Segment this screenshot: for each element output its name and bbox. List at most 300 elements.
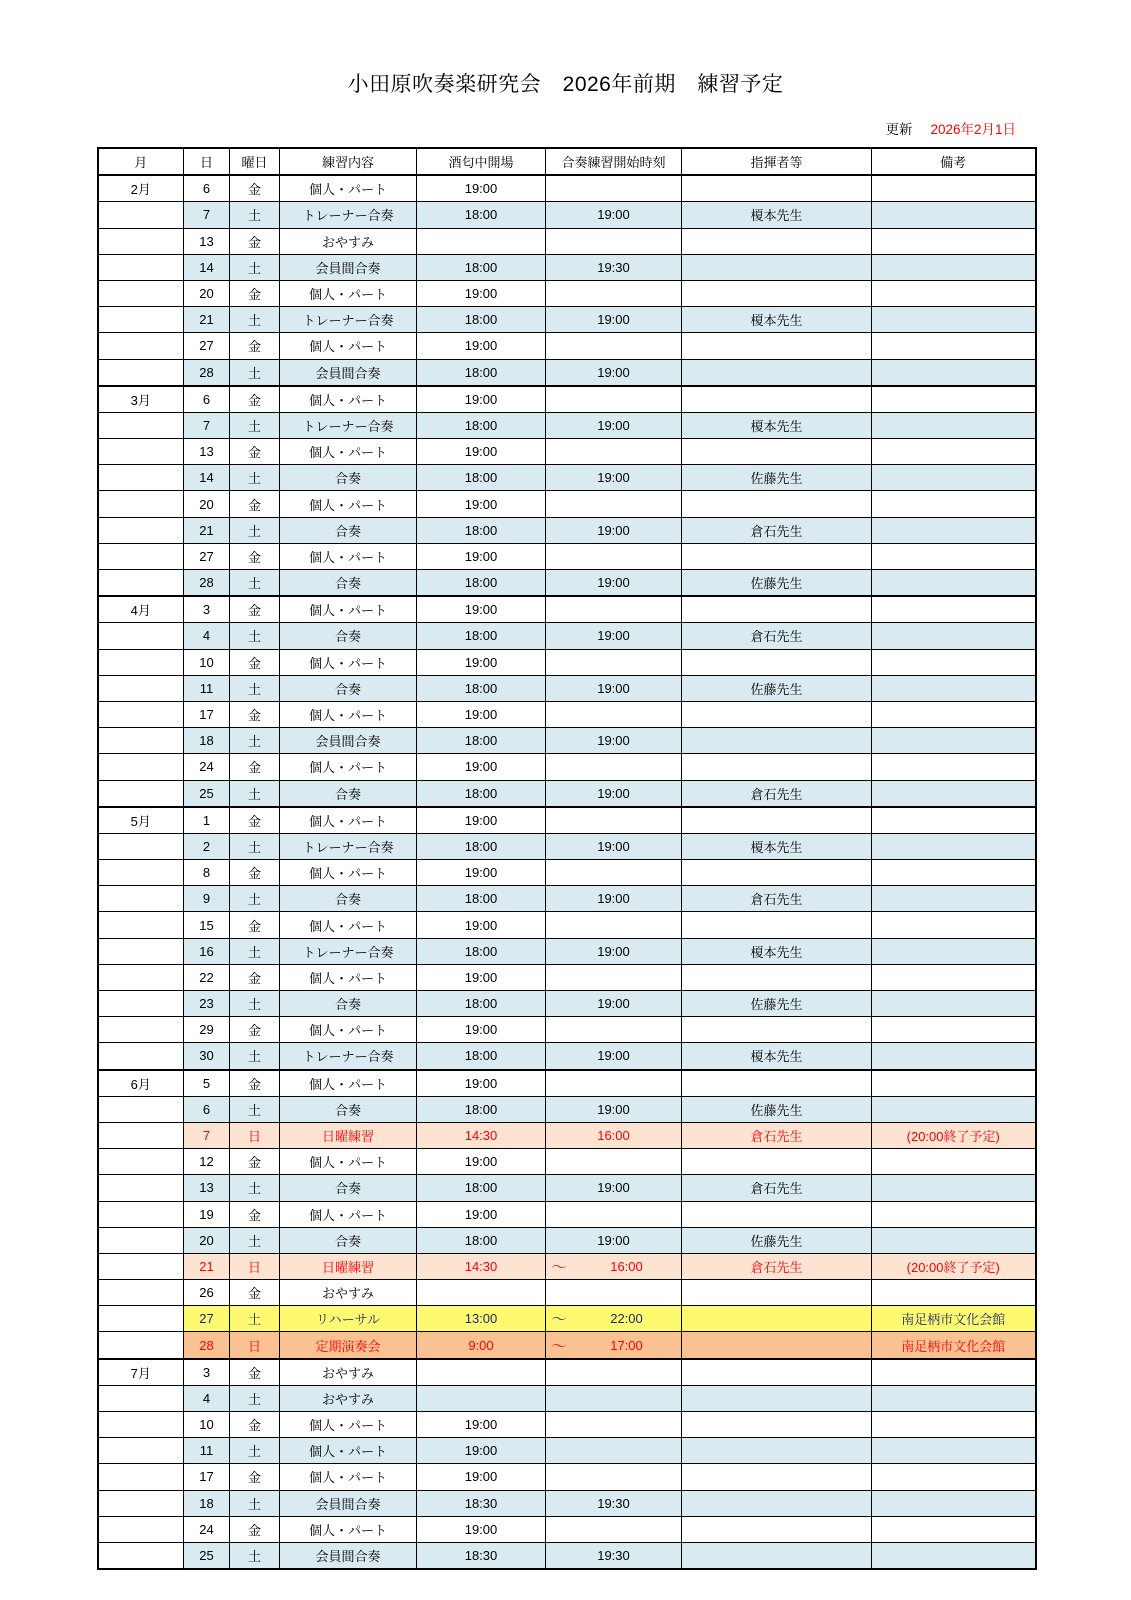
cell-remarks <box>872 649 1036 675</box>
cell-practice-content: 定期演奏会 <box>280 1332 417 1359</box>
cell-open-time: 18:00 <box>417 465 546 491</box>
table-row <box>98 386 1036 413</box>
cell-start-time: 19:00 <box>546 938 682 964</box>
cell-practice-content: 個人・パート <box>280 964 417 990</box>
table-row <box>98 1490 1036 1516</box>
cell-open-time: 18:00 <box>417 886 546 912</box>
table-row <box>98 439 1036 465</box>
cell-conductor: 佐藤先生 <box>682 1227 872 1253</box>
cell-open-time: 18:00 <box>417 570 546 597</box>
cell-start-time: 19:00 <box>546 886 682 912</box>
cell-remarks <box>872 1542 1036 1569</box>
table-row <box>98 1149 1036 1175</box>
cell-conductor: 倉石先生 <box>682 1253 872 1279</box>
cell-open-time: 19:00 <box>417 860 546 886</box>
cell-conductor <box>682 701 872 727</box>
month-spacer <box>98 728 184 754</box>
cell-start-time: 19:00 <box>546 833 682 859</box>
cell-conductor: 榎本先生 <box>682 412 872 438</box>
table-row <box>98 491 1036 517</box>
cell-start-time: 19:00 <box>546 307 682 333</box>
cell-weekday: 土 <box>230 412 280 438</box>
cell-practice-content: おやすみ <box>280 1385 417 1411</box>
cell-remarks <box>872 491 1036 517</box>
month-spacer <box>98 254 184 280</box>
cell-remarks <box>872 675 1036 701</box>
cell-conductor: 佐藤先生 <box>682 465 872 491</box>
cell-practice-content: 個人・パート <box>280 912 417 938</box>
cell-weekday: 金 <box>230 649 280 675</box>
cell-open-time: 19:00 <box>417 701 546 727</box>
cell-remarks <box>872 307 1036 333</box>
month-spacer <box>98 754 184 780</box>
cell-remarks <box>872 1096 1036 1122</box>
cell-practice-content: 合奏 <box>280 570 417 597</box>
table-row <box>98 623 1036 649</box>
cell-day: 11 <box>184 1438 230 1464</box>
cell-remarks <box>872 728 1036 754</box>
cell-conductor <box>682 1280 872 1306</box>
cell-conductor: 榎本先生 <box>682 938 872 964</box>
table-row <box>98 1359 1036 1386</box>
cell-weekday: 土 <box>230 1043 280 1070</box>
cell-weekday: 土 <box>230 517 280 543</box>
cell-conductor <box>682 1542 872 1569</box>
cell-day: 8 <box>184 860 230 886</box>
month-spacer <box>98 623 184 649</box>
cell-open-time: 18:00 <box>417 1227 546 1253</box>
cell-weekday: 金 <box>230 228 280 254</box>
schedule-table-wrap <box>97 147 1035 1570</box>
cell-open-time: 19:00 <box>417 807 546 834</box>
month-spacer <box>98 938 184 964</box>
table-row <box>98 307 1036 333</box>
table-row <box>98 728 1036 754</box>
cell-open-time <box>417 1385 546 1411</box>
month-spacer <box>98 491 184 517</box>
cell-day: 11 <box>184 675 230 701</box>
cell-weekday: 金 <box>230 1201 280 1227</box>
cell-remarks <box>872 860 1036 886</box>
month-spacer <box>98 780 184 807</box>
cell-practice-content: 日曜練習 <box>280 1122 417 1148</box>
cell-open-time: 18:00 <box>417 1043 546 1070</box>
cell-weekday: 金 <box>230 754 280 780</box>
cell-practice-content: 個人・パート <box>280 1464 417 1490</box>
cell-weekday: 土 <box>230 1542 280 1569</box>
start-time-value: 17:00 <box>610 1337 643 1353</box>
cell-practice-content: 個人・パート <box>280 1412 417 1438</box>
cell-practice-content: 個人・パート <box>280 1149 417 1175</box>
cell-start-time <box>546 175 682 202</box>
cell-remarks <box>872 359 1036 386</box>
cell-start-time <box>546 386 682 413</box>
cell-weekday: 日 <box>230 1253 280 1279</box>
cell-start-time: 19:00 <box>546 202 682 228</box>
month-spacer <box>98 307 184 333</box>
cell-conductor <box>682 439 872 465</box>
cell-day: 6 <box>184 175 230 202</box>
update-date: 2026年2月1日 <box>930 122 1016 137</box>
cell-conductor: 倉石先生 <box>682 1175 872 1201</box>
cell-day: 6 <box>184 1096 230 1122</box>
cell-practice-content: 個人・パート <box>280 860 417 886</box>
month-spacer <box>98 649 184 675</box>
cell-conductor <box>682 1306 872 1332</box>
cell-practice-content: 会員間合奏 <box>280 728 417 754</box>
table-row <box>98 175 1036 202</box>
table-row <box>98 1332 1036 1359</box>
month-spacer <box>98 1017 184 1043</box>
table-row <box>98 1175 1036 1201</box>
table-row <box>98 517 1036 543</box>
cell-start-time: 19:30 <box>546 1542 682 1569</box>
month-spacer <box>98 1149 184 1175</box>
table-row <box>98 543 1036 569</box>
cell-conductor <box>682 333 872 359</box>
cell-practice-content: 合奏 <box>280 780 417 807</box>
cell-day: 28 <box>184 359 230 386</box>
month-spacer <box>98 202 184 228</box>
cell-start-time <box>546 649 682 675</box>
cell-practice-content: 会員間合奏 <box>280 254 417 280</box>
cell-start-time <box>546 228 682 254</box>
cell-start-time <box>546 860 682 886</box>
table-row <box>98 1464 1036 1490</box>
cell-start-time <box>546 1201 682 1227</box>
table-row <box>98 754 1036 780</box>
table-row <box>98 701 1036 727</box>
month-spacer <box>98 1385 184 1411</box>
cell-day: 21 <box>184 517 230 543</box>
table-header <box>98 148 1036 175</box>
cell-remarks <box>872 1070 1036 1097</box>
table-row <box>98 1096 1036 1122</box>
month-spacer <box>98 1464 184 1490</box>
cell-practice-content: 個人・パート <box>280 596 417 623</box>
cell-remarks <box>872 1017 1036 1043</box>
cell-remarks <box>872 175 1036 202</box>
cell-conductor: 倉石先生 <box>682 623 872 649</box>
cell-remarks <box>872 202 1036 228</box>
cell-remarks <box>872 1385 1036 1411</box>
cell-day: 10 <box>184 1412 230 1438</box>
cell-day: 3 <box>184 1359 230 1386</box>
cell-open-time: 18:00 <box>417 728 546 754</box>
cell-remarks <box>872 1149 1036 1175</box>
cell-start-time <box>546 596 682 623</box>
cell-open-time: 19:00 <box>417 754 546 780</box>
cell-open-time: 18:00 <box>417 833 546 859</box>
month-label: 4月 <box>98 596 184 623</box>
cell-practice-content: トレーナー合奏 <box>280 938 417 964</box>
month-spacer <box>98 1253 184 1279</box>
cell-open-time: 18:00 <box>417 675 546 701</box>
table-row <box>98 649 1036 675</box>
month-spacer <box>98 280 184 306</box>
cell-conductor: 倉石先生 <box>682 886 872 912</box>
cell-conductor <box>682 1464 872 1490</box>
cell-weekday: 土 <box>230 1385 280 1411</box>
cell-day: 20 <box>184 1227 230 1253</box>
cell-open-time: 18:00 <box>417 517 546 543</box>
cell-remarks <box>872 991 1036 1017</box>
col-header-dow: 曜日 <box>230 148 280 175</box>
cell-day: 7 <box>184 412 230 438</box>
cell-remarks <box>872 596 1036 623</box>
cell-open-time: 19:00 <box>417 439 546 465</box>
cell-conductor <box>682 1017 872 1043</box>
cell-day: 9 <box>184 886 230 912</box>
cell-practice-content: 個人・パート <box>280 754 417 780</box>
cell-start-time: 19:00 <box>546 1175 682 1201</box>
cell-day: 6 <box>184 386 230 413</box>
cell-open-time: 18:00 <box>417 623 546 649</box>
cell-start-time: 19:00 <box>546 517 682 543</box>
table-row <box>98 860 1036 886</box>
cell-conductor <box>682 754 872 780</box>
table-row <box>98 886 1036 912</box>
month-spacer <box>98 833 184 859</box>
cell-conductor <box>682 1149 872 1175</box>
cell-weekday: 土 <box>230 1096 280 1122</box>
month-spacer <box>98 1122 184 1148</box>
table-row <box>98 964 1036 990</box>
cell-open-time: 9:00 <box>417 1332 546 1359</box>
cell-weekday: 土 <box>230 1438 280 1464</box>
cell-start-time: 19:00 <box>546 412 682 438</box>
cell-practice-content: 合奏 <box>280 465 417 491</box>
cell-remarks: (20:00終了予定) <box>872 1253 1036 1279</box>
cell-practice-content: 会員間合奏 <box>280 1542 417 1569</box>
cell-start-time: 19:30 <box>546 254 682 280</box>
cell-day: 3 <box>184 596 230 623</box>
cell-conductor <box>682 649 872 675</box>
cell-start-time <box>546 1332 682 1359</box>
cell-day: 27 <box>184 333 230 359</box>
cell-open-time: 18:30 <box>417 1490 546 1516</box>
cell-conductor: 佐藤先生 <box>682 991 872 1017</box>
cell-open-time: 18:00 <box>417 202 546 228</box>
cell-weekday: 金 <box>230 1359 280 1386</box>
cell-conductor: 榎本先生 <box>682 202 872 228</box>
table-row <box>98 912 1036 938</box>
cell-conductor <box>682 254 872 280</box>
cell-day: 14 <box>184 254 230 280</box>
cell-open-time: 19:00 <box>417 1412 546 1438</box>
cell-open-time: 18:00 <box>417 254 546 280</box>
cell-conductor: 榎本先生 <box>682 833 872 859</box>
cell-start-time: 19:00 <box>546 359 682 386</box>
table-row <box>98 359 1036 386</box>
cell-practice-content: 合奏 <box>280 623 417 649</box>
cell-remarks <box>872 254 1036 280</box>
cell-weekday: 土 <box>230 254 280 280</box>
header-row <box>98 148 1036 175</box>
cell-conductor <box>682 860 872 886</box>
cell-practice-content: 会員間合奏 <box>280 1490 417 1516</box>
month-spacer <box>98 439 184 465</box>
col-header-month: 月 <box>98 148 184 175</box>
cell-weekday: 金 <box>230 439 280 465</box>
cell-start-time <box>546 439 682 465</box>
cell-conductor <box>682 807 872 834</box>
cell-weekday: 金 <box>230 386 280 413</box>
cell-conductor: 榎本先生 <box>682 307 872 333</box>
month-spacer <box>98 1280 184 1306</box>
cell-open-time: 18:00 <box>417 359 546 386</box>
cell-conductor <box>682 912 872 938</box>
cell-practice-content: 日曜練習 <box>280 1253 417 1279</box>
cell-open-time: 19:00 <box>417 280 546 306</box>
cell-conductor: 榎本先生 <box>682 1043 872 1070</box>
cell-start-time: 19:00 <box>546 991 682 1017</box>
cell-day: 5 <box>184 1070 230 1097</box>
month-spacer <box>98 412 184 438</box>
month-spacer <box>98 912 184 938</box>
cell-practice-content: 個人・パート <box>280 1516 417 1542</box>
cell-remarks <box>872 465 1036 491</box>
cell-day: 20 <box>184 491 230 517</box>
cell-open-time: 19:00 <box>417 1149 546 1175</box>
cell-weekday: 土 <box>230 1306 280 1332</box>
cell-day: 24 <box>184 1516 230 1542</box>
cell-open-time: 19:00 <box>417 912 546 938</box>
cell-start-time: 19:00 <box>546 623 682 649</box>
cell-weekday: 金 <box>230 1017 280 1043</box>
table-row <box>98 938 1036 964</box>
cell-start-time <box>546 1149 682 1175</box>
cell-weekday: 金 <box>230 1464 280 1490</box>
cell-weekday: 土 <box>230 202 280 228</box>
cell-start-time <box>546 964 682 990</box>
cell-weekday: 金 <box>230 807 280 834</box>
cell-day: 27 <box>184 1306 230 1332</box>
cell-day: 7 <box>184 202 230 228</box>
cell-open-time: 18:00 <box>417 412 546 438</box>
cell-start-time <box>546 1070 682 1097</box>
table-row <box>98 465 1036 491</box>
cell-weekday: 金 <box>230 1070 280 1097</box>
cell-weekday: 土 <box>230 1490 280 1516</box>
cell-day: 13 <box>184 439 230 465</box>
cell-conductor <box>682 386 872 413</box>
title-bar <box>0 0 1131 98</box>
month-spacer <box>98 1516 184 1542</box>
cell-open-time: 18:00 <box>417 780 546 807</box>
table-row <box>98 1412 1036 1438</box>
start-time-value: 22:00 <box>610 1311 643 1327</box>
cell-day: 12 <box>184 1149 230 1175</box>
month-spacer <box>98 1306 184 1332</box>
table-row <box>98 1227 1036 1253</box>
cell-day: 19 <box>184 1201 230 1227</box>
cell-start-time: 19:00 <box>546 1227 682 1253</box>
month-spacer <box>98 1490 184 1516</box>
month-spacer <box>98 570 184 597</box>
cell-open-time: 19:00 <box>417 1516 546 1542</box>
cell-day: 20 <box>184 280 230 306</box>
cell-remarks <box>872 333 1036 359</box>
cell-day: 13 <box>184 1175 230 1201</box>
cell-open-time: 18:00 <box>417 938 546 964</box>
cell-conductor <box>682 543 872 569</box>
cell-start-time <box>546 807 682 834</box>
cell-practice-content: 会員間合奏 <box>280 359 417 386</box>
month-spacer <box>98 543 184 569</box>
cell-practice-content: 合奏 <box>280 1227 417 1253</box>
cell-weekday: 日 <box>230 1122 280 1148</box>
cell-weekday: 金 <box>230 964 280 990</box>
cell-conductor <box>682 228 872 254</box>
month-label: 5月 <box>98 807 184 834</box>
cell-practice-content: 合奏 <box>280 675 417 701</box>
table-row <box>98 570 1036 597</box>
update-label: 更新 <box>885 122 913 137</box>
cell-weekday: 金 <box>230 280 280 306</box>
cell-weekday: 土 <box>230 886 280 912</box>
cell-open-time: 19:00 <box>417 333 546 359</box>
cell-conductor: 佐藤先生 <box>682 570 872 597</box>
time-range-tilde: 〜 <box>551 1258 567 1276</box>
cell-start-time: 19:00 <box>546 570 682 597</box>
cell-remarks <box>872 807 1036 834</box>
cell-practice-content: おやすみ <box>280 228 417 254</box>
month-spacer <box>98 964 184 990</box>
col-header-start: 合奏練習開始時刻 <box>546 148 682 175</box>
cell-remarks <box>872 938 1036 964</box>
month-spacer <box>98 1096 184 1122</box>
cell-start-time <box>546 1438 682 1464</box>
cell-weekday: 土 <box>230 465 280 491</box>
cell-practice-content: 合奏 <box>280 886 417 912</box>
cell-open-time: 19:00 <box>417 964 546 990</box>
table-row <box>98 202 1036 228</box>
cell-practice-content: 個人・パート <box>280 333 417 359</box>
cell-remarks <box>872 439 1036 465</box>
cell-day: 2 <box>184 833 230 859</box>
table-row <box>98 1516 1036 1542</box>
cell-open-time: 18:00 <box>417 307 546 333</box>
cell-day: 18 <box>184 1490 230 1516</box>
cell-practice-content: トレーナー合奏 <box>280 412 417 438</box>
cell-start-time <box>546 1385 682 1411</box>
cell-start-time: 19:30 <box>546 1490 682 1516</box>
month-spacer <box>98 359 184 386</box>
cell-remarks <box>872 228 1036 254</box>
table-row <box>98 1542 1036 1569</box>
cell-practice-content: おやすみ <box>280 1280 417 1306</box>
month-spacer <box>98 1412 184 1438</box>
cell-conductor <box>682 1070 872 1097</box>
cell-remarks <box>872 1280 1036 1306</box>
cell-practice-content: 個人・パート <box>280 649 417 675</box>
cell-open-time: 14:30 <box>417 1253 546 1279</box>
cell-weekday: 金 <box>230 1280 280 1306</box>
cell-day: 16 <box>184 938 230 964</box>
cell-open-time: 18:30 <box>417 1542 546 1569</box>
cell-open-time <box>417 1359 546 1386</box>
cell-start-time <box>546 1412 682 1438</box>
table-row <box>98 1070 1036 1097</box>
cell-conductor <box>682 1412 872 1438</box>
cell-weekday: 金 <box>230 491 280 517</box>
month-label: 6月 <box>98 1070 184 1097</box>
cell-practice-content: 個人・パート <box>280 1201 417 1227</box>
col-header-day: 日 <box>184 148 230 175</box>
cell-open-time: 14:30 <box>417 1122 546 1148</box>
update-line <box>0 118 1131 138</box>
